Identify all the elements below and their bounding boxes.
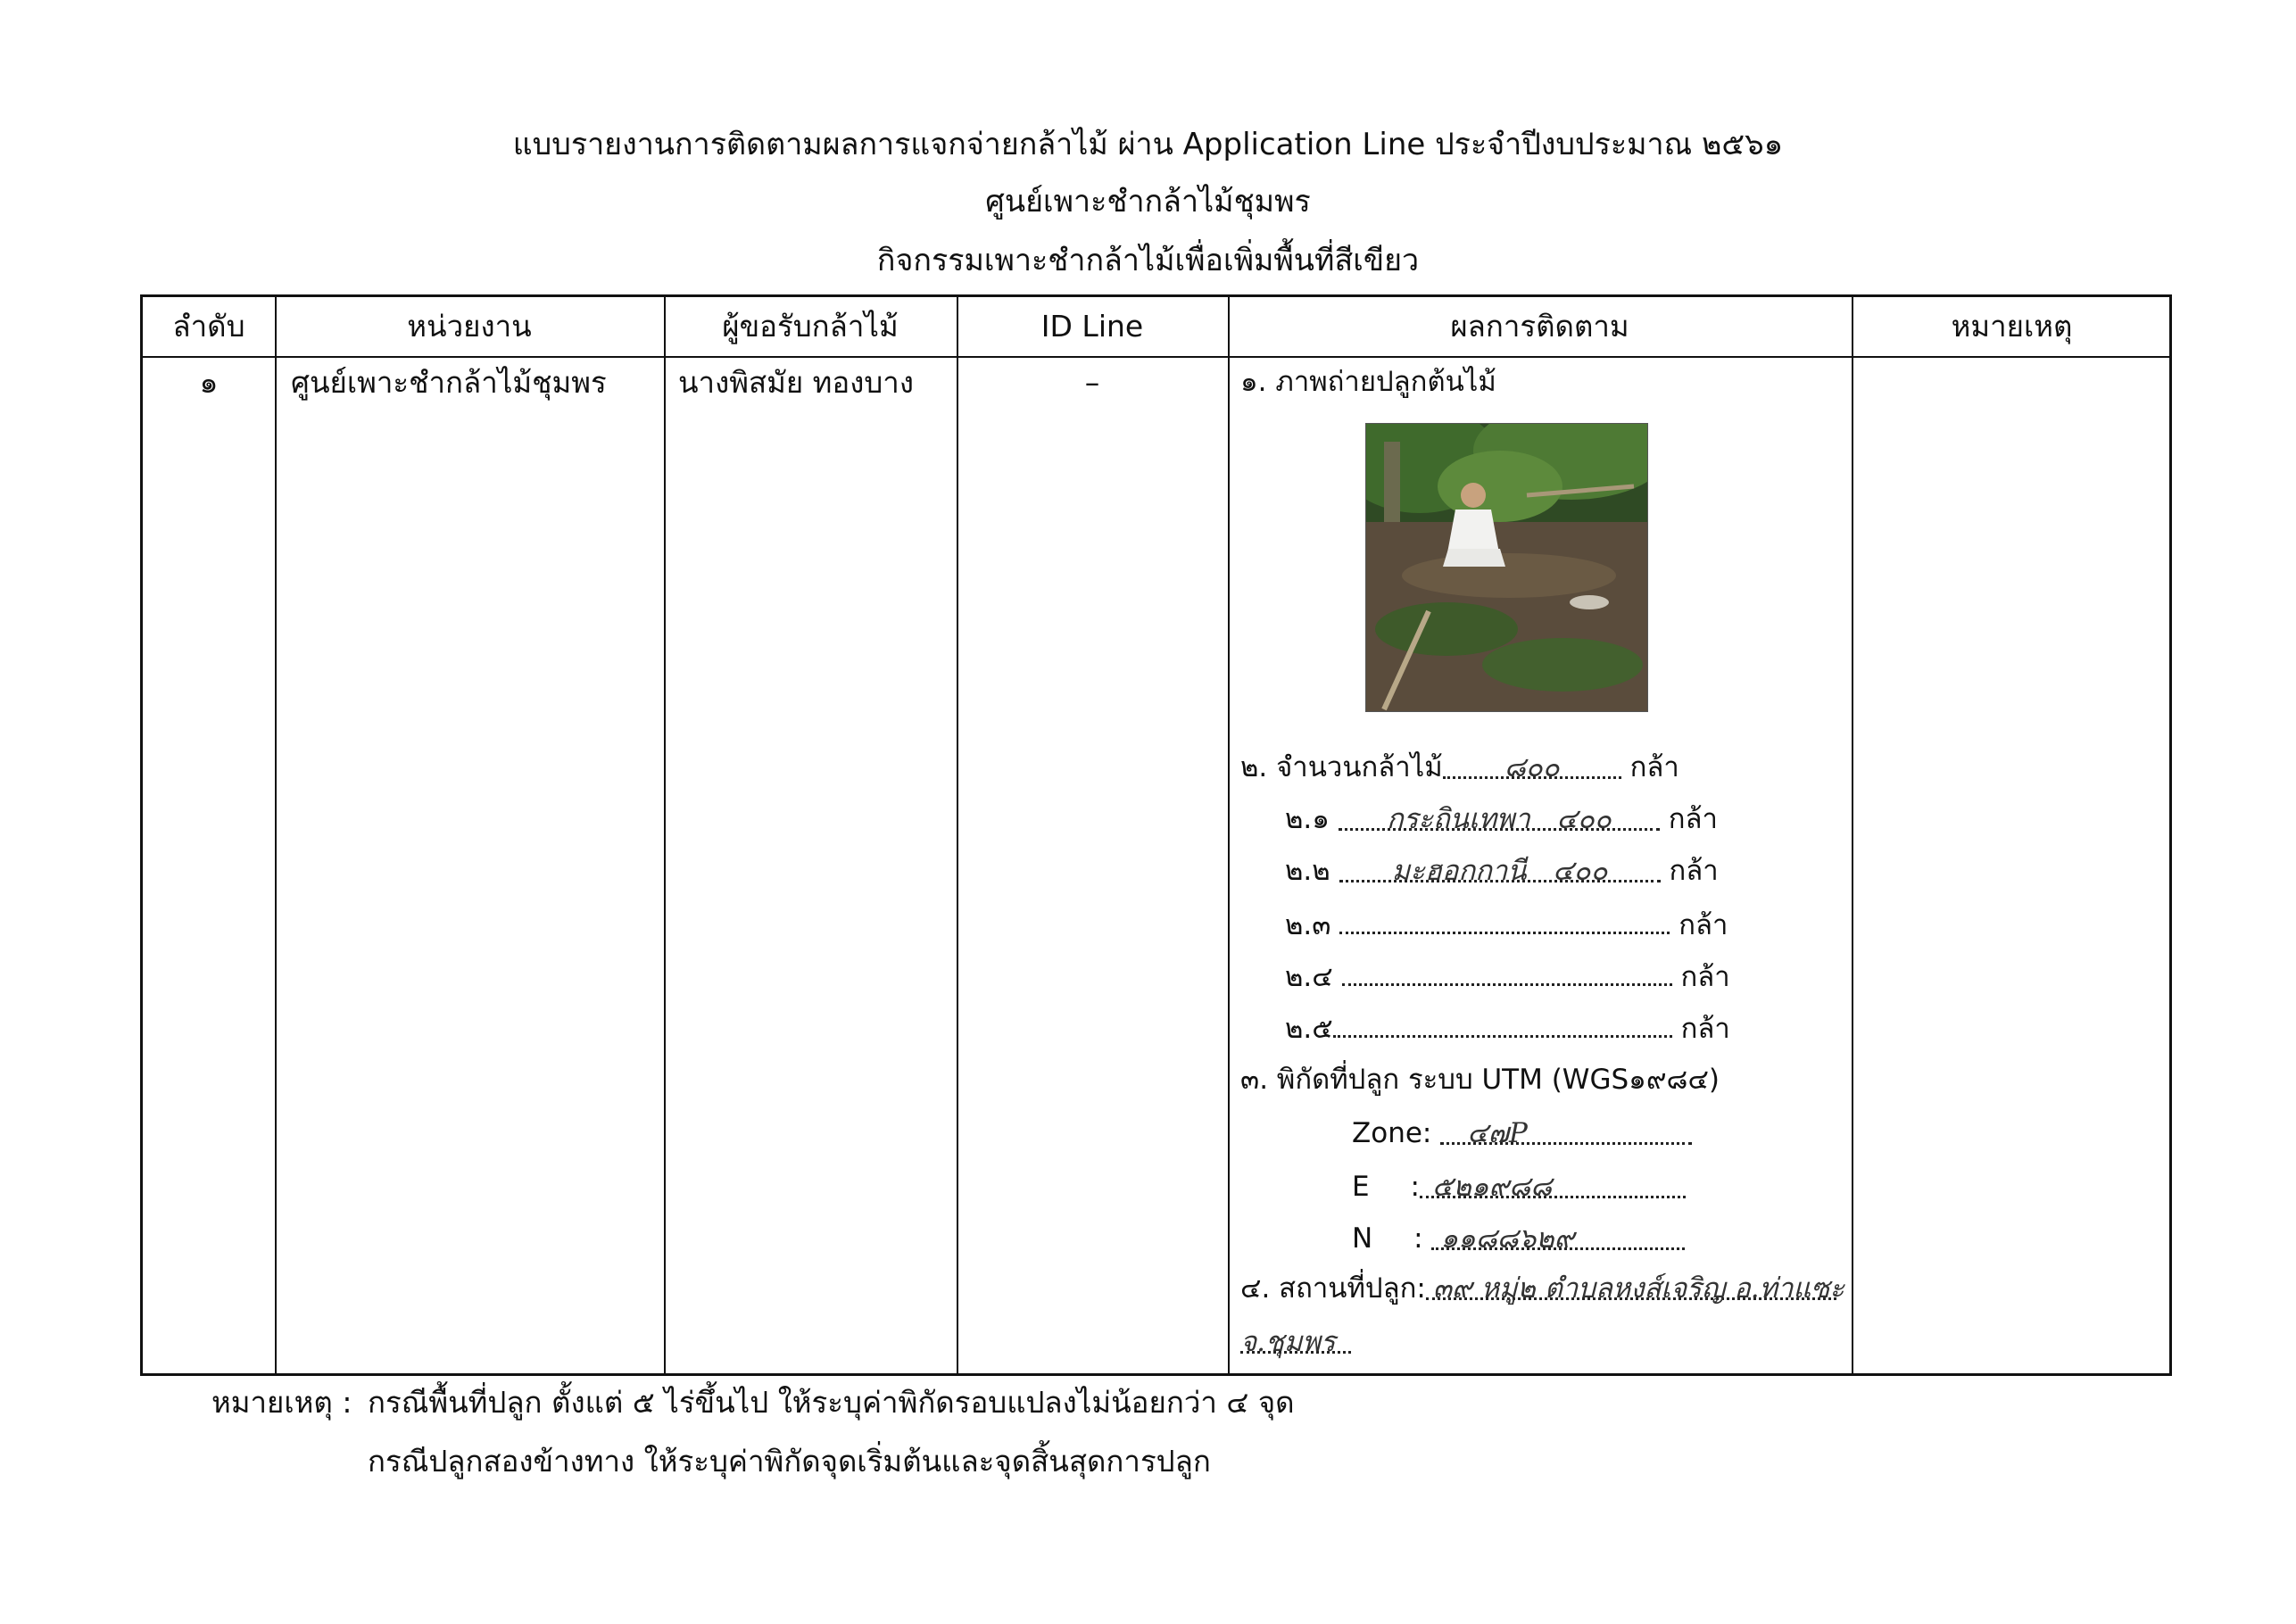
row-agency: ศูนย์เพาะชำกล้าไม้ชุมพร [291,365,607,400]
column-divider [664,297,666,1373]
photo-label: ๑. ภาพถ่ายปลูกต้นไม้ [1240,366,1496,398]
seedling-count-row [1240,750,1679,785]
species-num: ๒.๔ [1285,961,1333,993]
species-row [1285,801,1718,837]
header-result: ผลการติดตาม [1450,309,1629,344]
coordinate-label: ๓. พิกัดที่ปลูก ระบบ UTM (WGS๑๙๘๔) [1240,1064,1720,1096]
species-row [1285,1008,1730,1047]
species-qty: ๔๐๐ [1553,855,1608,887]
species-unit: กล้า [1678,909,1728,941]
zone-label: Zone: [1352,1117,1432,1149]
species-num: ๒.๑ [1285,803,1330,835]
header-remark: หมายเหตุ [1951,309,2073,344]
species-name: กระถินเทพา [1386,803,1530,835]
easting-label: E [1352,1171,1370,1203]
location-row-2 [1240,1324,1351,1360]
footnote-line1: กรณีพื้นที่ปลูก ตั้งแต่ ๕ ไร่ขึ้นไป ให้ระบุค่าพิกัดรอบแปลงไม่น้อยกว่า ๔ จุด [368,1385,1295,1420]
activity-name: กิจกรรมเพาะชำกล้าไม้เพื่อเพิ่มพื้นที่สีเขียว [876,243,1420,278]
location-row [1240,1271,1845,1306]
location-value-line2: จ.ชุมพร [1240,1326,1336,1358]
header-recipient: ผู้ขอรับกล้าไม้ [722,309,899,344]
header-id-line: ID Line [1040,309,1144,344]
species-num: ๒.๒ [1285,855,1330,887]
planting-photo [1365,423,1648,712]
species-unit: กล้า [1680,1013,1730,1045]
species-unit: กล้า [1680,961,1730,993]
zone-value: ๔๗P [1467,1117,1528,1149]
seedling-count-unit: กล้า [1629,751,1679,783]
easting-row [1352,1169,1686,1205]
zone-row [1352,1115,1692,1151]
easting-value: ๕๒๑๙๘๘ [1431,1171,1553,1203]
center-name: ศูนย์เพาะชำกล้าไม้ชุมพร [985,184,1311,220]
header-order: ลำดับ [172,309,245,344]
row-id-line: – [1084,365,1100,400]
column-divider [957,297,958,1373]
column-divider [275,297,277,1373]
species-name: มะฮอกกานี [1391,855,1527,887]
footnote-line2: กรณีปลูกสองข้างทาง ให้ระบุค่าพิกัดจุดเริ่มต้นและจุดสิ้นสุดการปลูก [368,1444,1211,1479]
species-row [1285,957,1730,995]
northing-value: ๑๑๘๘๖๒๙ [1440,1222,1575,1255]
species-num: ๒.๕ [1285,1013,1333,1045]
northing-colon: : [1413,1222,1423,1255]
location-label: ๔. สถานที่ปลูก: [1240,1272,1426,1305]
report-table [140,294,2172,1376]
footnote-label: หมายเหตุ : [211,1385,352,1420]
header-divider [143,356,2169,358]
species-row [1285,905,1728,943]
seedling-count-value: ๘๐๐ [1504,751,1560,783]
row-recipient: นางพิสมัย ทองบาง [678,365,914,400]
species-unit: กล้า [1668,803,1718,835]
header-agency: หน่วยงาน [407,309,532,344]
report-title: แบบรายงานการติดตามผลการแจกจ่ายกล้าไม้ ผ่าน Application Line ประจำปีงบประมาณ ๒๕๖๑ [512,127,1784,162]
species-qty: ๔๐๐ [1556,803,1612,835]
species-row [1285,853,1719,889]
species-num: ๒.๓ [1285,909,1331,941]
northing-label: N [1352,1222,1373,1255]
species-unit: กล้า [1669,855,1719,887]
row-order: ๑ [199,365,219,400]
seedling-count-label: ๒. จำนวนกล้าไม้ [1240,751,1443,783]
column-divider [1228,297,1230,1373]
northing-row [1352,1221,1685,1256]
column-divider [1852,297,1853,1373]
easting-colon: : [1410,1171,1420,1203]
location-value-line1: ๓๙ หมู่๒ ตำบลหงส์เจริญ อ.ท่าแซะ [1432,1272,1845,1305]
